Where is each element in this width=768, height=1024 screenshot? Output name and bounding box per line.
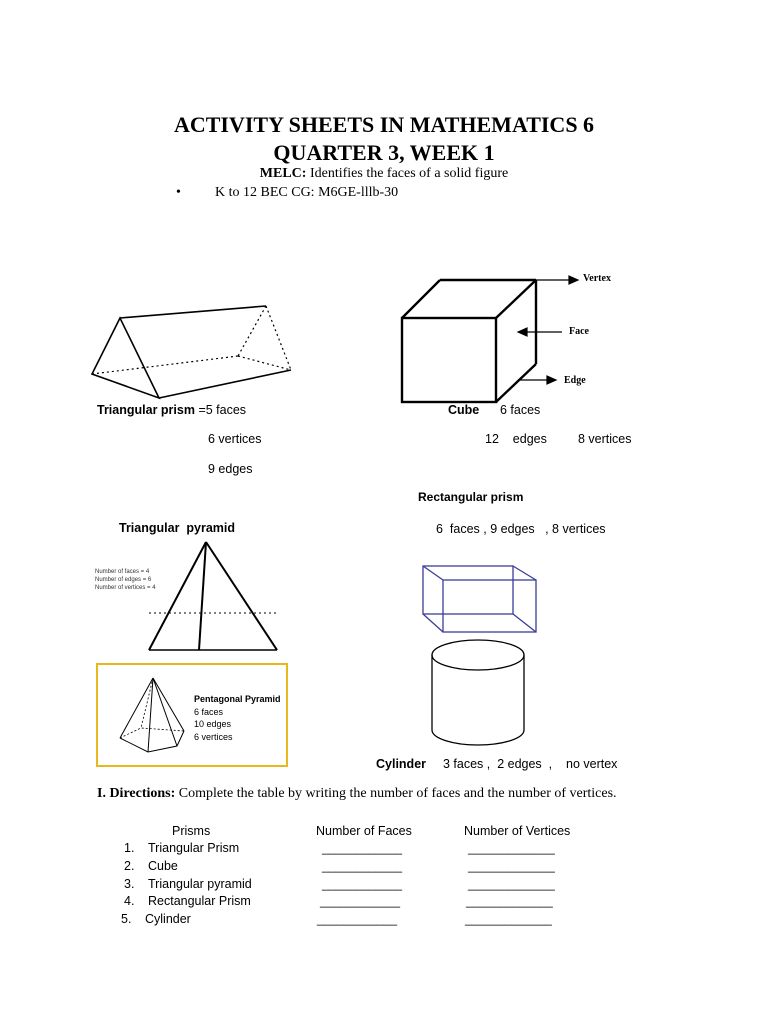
triangular-prism-name: Triangular prism — [97, 403, 195, 417]
cylinder-info: 3 faces , 2 edges , no vertex — [443, 757, 618, 771]
cylinder-figure — [430, 638, 540, 753]
triangular-prism-figure — [85, 298, 385, 398]
cube-edges: 12 edges — [485, 432, 547, 446]
pyramid-note-faces: Number of faces = 4 — [95, 569, 150, 575]
row-name: Triangular pyramid — [148, 877, 252, 891]
faces-answer-blank[interactable]: ____________ — [317, 912, 398, 926]
triangular-prism-caption — [97, 403, 246, 417]
bullet: • — [176, 185, 181, 200]
pentagonal-pyramid-name: Pentagonal Pyramid — [194, 694, 281, 704]
rectangular-prism-info: 6 faces , 9 edges , 8 vertices — [436, 522, 606, 536]
cylinder-name: Cylinder — [376, 757, 427, 771]
pentagonal-pyramid-text — [194, 693, 281, 743]
faces-answer-blank[interactable]: ____________ — [322, 877, 403, 891]
prism-front-face — [92, 318, 159, 398]
pyramid-note-vertices: Number of vertices = 4 — [95, 585, 156, 591]
vertices-answer-blank[interactable]: _____________ — [468, 859, 555, 873]
row-number: 2. — [124, 859, 135, 873]
face-label: Face — [569, 326, 589, 337]
row-name: Rectangular Prism — [148, 894, 251, 908]
cube-faces: 6 faces — [500, 403, 541, 417]
pentagonal-pyramid-vertices: 6 vertices — [194, 731, 233, 742]
faces-answer-blank[interactable]: ____________ — [322, 841, 403, 855]
row-number: 3. — [124, 877, 135, 891]
rectangular-prism-figure — [420, 562, 550, 642]
page-subtitle: QUARTER 3, WEEK 1 — [273, 140, 495, 165]
row-name: Triangular Prism — [148, 841, 240, 855]
faces-answer-blank[interactable]: ____________ — [322, 859, 403, 873]
pentagonal-pyramid-figure — [114, 676, 204, 756]
edge-label: Edge — [564, 375, 586, 386]
rectangular-prism-name: Rectangular prism — [418, 490, 524, 504]
row-number: 4. — [124, 894, 135, 908]
pentagonal-pyramid-edges: 10 edges — [194, 719, 232, 729]
faces-answer-blank[interactable]: ____________ — [320, 894, 401, 908]
triangular-pyramid-figure — [95, 538, 295, 658]
triangular-prism-faces: =5 faces — [198, 403, 247, 417]
melc-label: MELC: — [259, 166, 307, 181]
table-header-vertices: Number of Vertices — [464, 824, 571, 838]
directions-text: Complete the table by writing the number of faces and the number of vertices. — [178, 786, 617, 801]
pyramid-notes — [95, 568, 156, 592]
directions-label: I. Directions: — [97, 786, 176, 801]
triangular-prism-edges: 9 edges — [208, 462, 253, 476]
table-header-faces: Number of Faces — [316, 824, 412, 838]
vertices-answer-blank[interactable]: _____________ — [465, 912, 552, 926]
vertices-answer-blank[interactable]: _____________ — [466, 894, 553, 908]
curriculum-code: K to 12 BEC CG: M6GE-lllb-30 — [215, 185, 399, 200]
melc-line — [0, 166, 768, 182]
vertices-answer-blank[interactable]: _____________ — [468, 877, 555, 891]
pyramid-note-edges: Number of edges = 6 — [95, 577, 152, 583]
vertex-label: Vertex — [583, 273, 611, 284]
row-name: Cylinder — [145, 912, 191, 926]
directions — [97, 786, 617, 802]
vertices-answer-blank[interactable]: _____________ — [468, 841, 555, 855]
cube-name: Cube — [448, 403, 480, 417]
row-name: Cube — [148, 859, 178, 873]
pentagonal-pyramid-faces: 6 faces — [194, 706, 224, 717]
row-number: 1. — [124, 841, 135, 855]
triangular-pyramid-name: Triangular pyramid — [119, 521, 236, 535]
triangular-prism-vertices: 6 vertices — [208, 432, 262, 446]
cube-figure — [398, 270, 638, 400]
melc-text: Identifies the faces of a solid figure — [309, 166, 509, 181]
table-header-prisms: Prisms — [172, 824, 211, 838]
row-number: 5. — [121, 912, 132, 926]
page-title: ACTIVITY SHEETS IN MATHEMATICS 6 — [173, 112, 595, 137]
cube-vertices: 8 vertices — [578, 432, 632, 446]
